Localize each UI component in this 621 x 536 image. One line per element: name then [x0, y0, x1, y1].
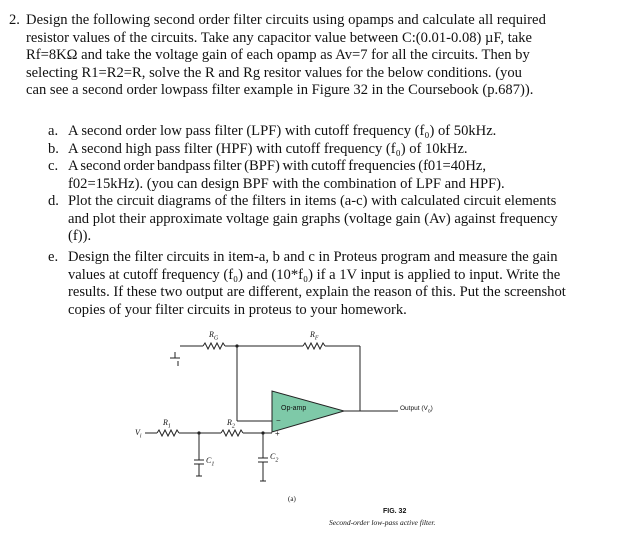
item-line: and plot their approximate voltage gain graphs (voltage gain (Av) against frequency: [68, 210, 558, 227]
question-line: selecting R1=R2=R, solve the R and Rg resitor values for the below conditions. (you: [26, 64, 522, 81]
item-line: A second order low pass filter (LPF) with cutoff frequency (f₀) of 50kHz.: [68, 123, 497, 139]
r2-resistor: [221, 430, 243, 436]
item-line: Design the filter circuits in item-a, b and c in Proteus program and measure the gain: [68, 249, 558, 265]
item-label: b.: [48, 140, 59, 157]
opamp-plus-sign: +: [275, 429, 280, 438]
rf-label: $R_F$: [310, 330, 319, 342]
question-number: 2.: [9, 12, 20, 28]
opamp-minus-sign: −: [276, 416, 281, 425]
figure-caption: Second-order low-pass active filter.: [329, 518, 436, 527]
vi-label: $V_i$: [135, 428, 142, 440]
c2-label: $C_2$: [270, 452, 279, 464]
item-label: a.: [48, 123, 59, 139]
item-line: f02=15kHz). (you can design BPF with the combination of LPF and HPF).: [68, 175, 505, 192]
item-line: values at cutoff frequency (f₀) and (10*f₀) if a 1V input is applied to input. Write the: [68, 266, 561, 283]
rg-label: $R_G$: [209, 330, 219, 342]
question-line: resistor values of the circuits. Take any capacitor value between C:(0.01-0.08) µF, take: [26, 29, 533, 46]
panel-label: (a): [288, 495, 296, 503]
item-line: Plot the circuit diagrams of the filters in items (a-c) with calculated circuit elements: [68, 193, 557, 209]
item-line: copies of your filter circuits in proteus to your homework.: [68, 301, 407, 318]
figure-number: FIG. 32: [383, 508, 407, 515]
output-label: Output $(V_o)$: [400, 405, 433, 415]
item-label: d.: [48, 193, 59, 209]
item-line: A second high pass filter (HPF) with cutoff frequency (f₀) of 10kHz.: [68, 140, 468, 157]
r1-resistor: [157, 430, 179, 436]
opamp-label: Op-amp: [281, 405, 307, 412]
item-line: results. If these two output are different, explain the reason of this. Put the screenshot: [68, 284, 566, 300]
rf-resistor: [303, 343, 325, 349]
question-line: can see a second order lowpass filter example in Figure 32 in the Coursebook (p.687)).: [26, 82, 534, 98]
question-line: Design the following second order filter circuits using opamps and calculate all required: [26, 12, 546, 28]
item-line: A second order bandpass filter (BPF) with cutoff frequencies (f01=40Hz,: [68, 158, 487, 174]
item-label: c.: [48, 158, 59, 174]
rg-resistor: [203, 343, 225, 349]
c1-label: $C_1$: [206, 456, 215, 468]
question-line: Rf=8KΩ and take the voltage gain of each opamp as Av=7 for all the circuits. Then by: [26, 47, 530, 63]
r1-label: $R_1$: [163, 418, 171, 430]
item-line: (f)).: [68, 228, 92, 244]
r2-label: $R_2$: [227, 418, 235, 430]
item-label: e.: [48, 249, 59, 265]
